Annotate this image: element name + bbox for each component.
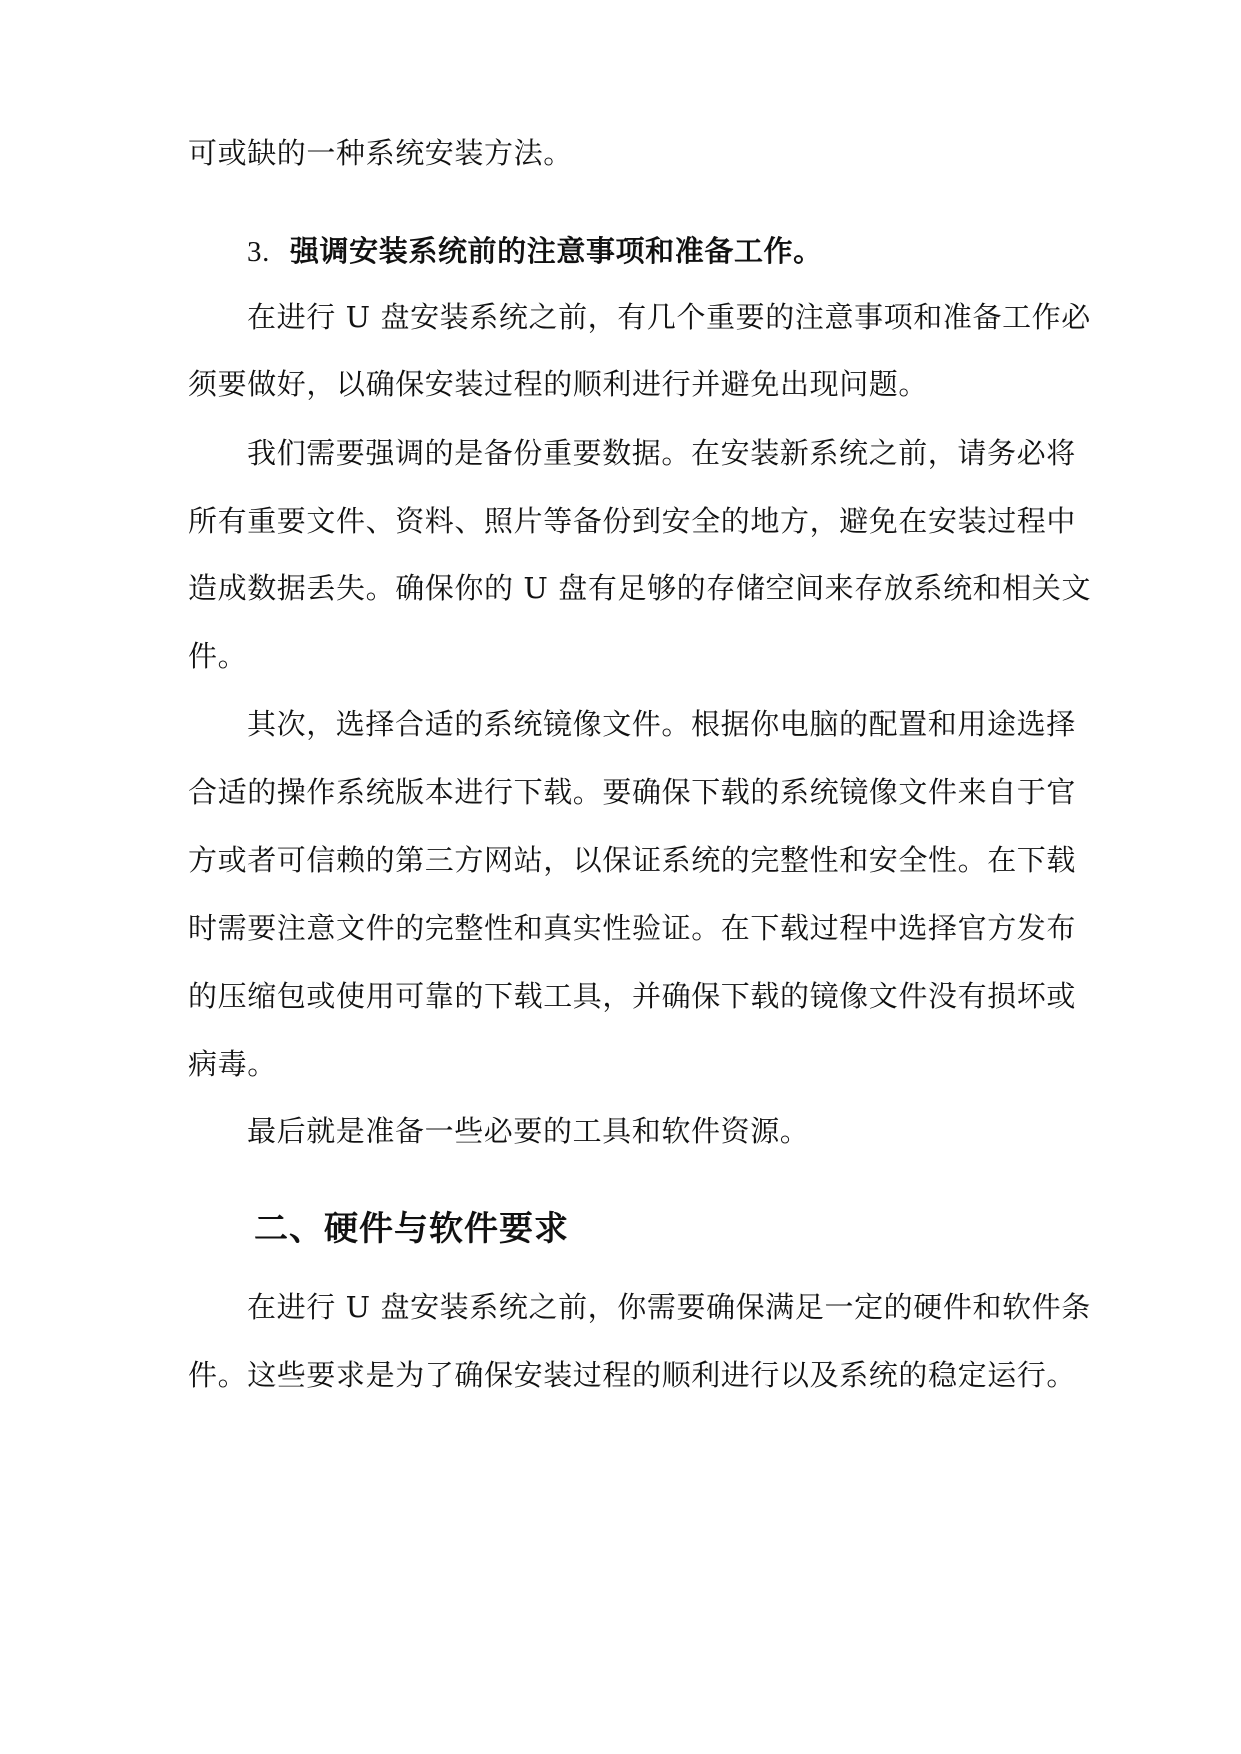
- paragraph-line: 在进行 U 盘安装系统之前，你需要确保满足一定的硬件和软件条: [247, 1290, 1091, 1324]
- paragraph-line: 的压缩包或使用可靠的下载工具，并确保下载的镜像文件没有损坏或: [188, 979, 1077, 1013]
- paragraph-line: 合适的操作系统版本进行下载。要确保下载的系统镜像文件来自于官: [188, 775, 1077, 809]
- paragraph-line: 造成数据丢失。确保你的 U 盘有足够的存储空间来存放系统和相关文: [188, 571, 1092, 605]
- paragraph-line: 所有重要文件、资料、照片等备份到安全的地方，避免在安装过程中: [188, 504, 1077, 538]
- paragraph-line: 须要做好，以确保安装过程的顺利进行并避免出现问题。: [188, 367, 929, 401]
- paragraph-line: 件。这些要求是为了确保安装过程的顺利进行以及系统的稳定运行。: [188, 1358, 1077, 1392]
- paragraph-line: 病毒。: [188, 1047, 277, 1081]
- paragraph-line: 件。: [188, 639, 248, 673]
- paragraph-line: 在进行 U 盘安装系统之前，有几个重要的注意事项和准备工作必: [247, 300, 1091, 334]
- paragraph-line: 最后就是准备一些必要的工具和软件资源。: [247, 1114, 810, 1148]
- paragraph-line: 时需要注意文件的完整性和真实性验证。在下载过程中选择官方发布: [188, 911, 1077, 945]
- paragraph-line: 我们需要强调的是备份重要数据。在安装新系统之前，请务必将: [247, 436, 1076, 470]
- subheading-text: 强调安装系统前的注意事项和准备工作。: [289, 234, 823, 268]
- section-heading: 二、硬件与软件要求: [254, 1209, 569, 1249]
- paragraph-line: 方或者可信赖的第三方网站，以保证系统的完整性和安全性。在下载: [188, 843, 1077, 877]
- subheading-number: 3.: [247, 236, 270, 268]
- intro-tail-line: 可或缺的一种系统安装方法。: [188, 136, 573, 170]
- subheading: [247, 231, 823, 272]
- paragraph-line: 其次，选择合适的系统镜像文件。根据你电脑的配置和用途选择: [247, 707, 1076, 741]
